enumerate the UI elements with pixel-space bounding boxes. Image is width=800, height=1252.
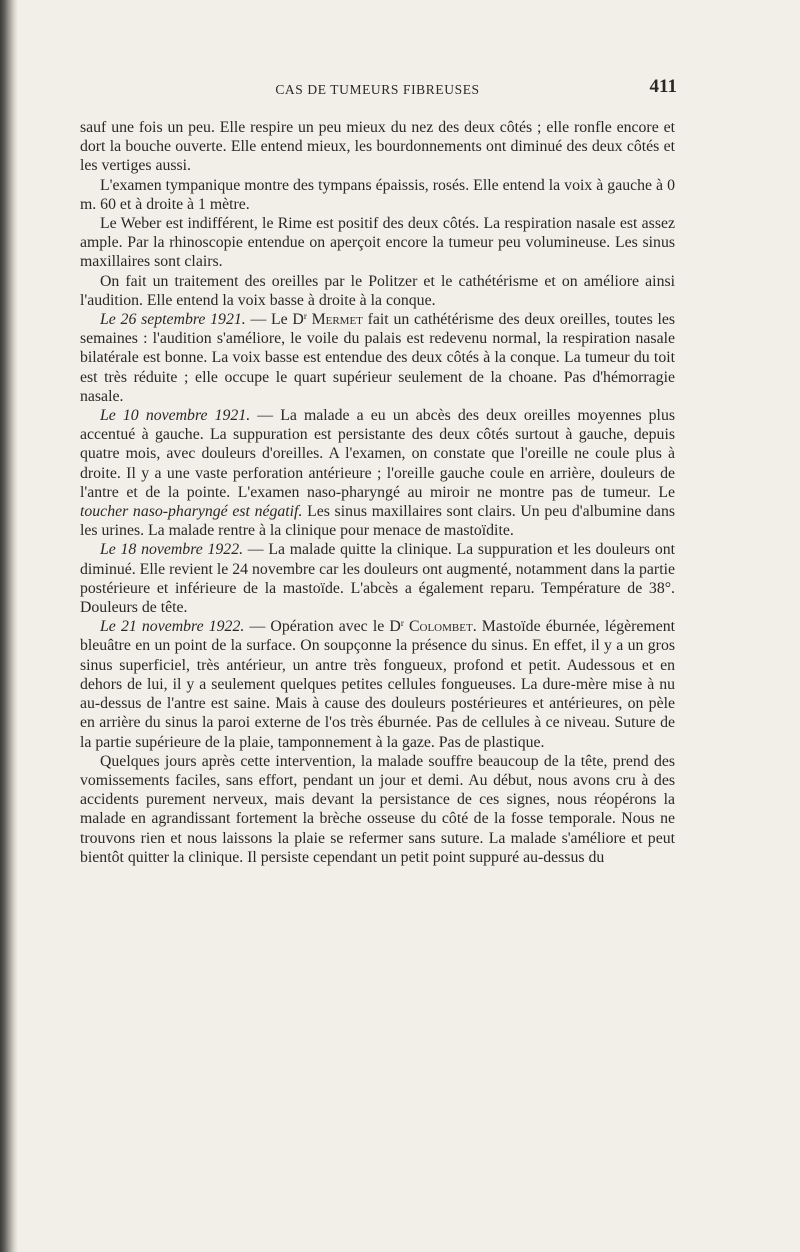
superscript-text: r — [400, 618, 404, 629]
italic-text: toucher naso-pharyngé est négatif. — [80, 503, 303, 521]
name-small-caps: Colombet — [408, 618, 473, 636]
paragraph — [80, 540, 675, 617]
text-run: — Le D — [245, 311, 304, 329]
text-run: . Mastoïde éburnée, légèrement bleuâtre en un point de la surface. On soupçonne la présence du sinus. En effet, il y a un gros sinus superficiel, très antérieur, un antre très fongueux, profond et petit. Audessous et en dehors de lui, il y a seulement quelques petites cellules fongueuses. La dure-mère mise à nu au-dessus de l'antre est saine. Mais à cause des douleurs postérieures et antérieures, on pèle en arrière du sinus la paroi externe de l'os très éburnée. Pas de cellules à ce niveau. Suture de la partie supérieure de la plaie, tamponnement à la gaze. Pas de plastique. — [80, 618, 676, 751]
italic-text: Le 10 novembre 1921. — [100, 407, 251, 425]
paragraph — [80, 310, 675, 406]
italic-text: Le 18 novembre 1922. — [100, 541, 244, 559]
text-run: — La malade quitte la clinique. La suppuration et les douleurs ont diminué. Elle revient le 24 novembre car les douleurs ont augmenté, notamment dans la partie postérieure et inférieure de la mastoïde. L'abcès a également reparu. Température de 38°. Douleurs de tête. — [80, 541, 676, 617]
text-run: Les sinus maxillaires sont clairs. Un peu d'albumine dans les urines. La malade rentre à la clinique pour menace de mastoïdite. — [80, 503, 675, 540]
book-spine-shadow — [0, 0, 18, 1252]
italic-text: Le 26 septembre 1921. — [100, 311, 246, 329]
running-title: CAS DE TUMEURS FIBREUSES — [275, 82, 480, 97]
text-run: sauf une fois un peu. Elle respire un peu mieux du nez des deux côtés ; elle ronfle encore et dort la bouche ouverte. Elle entend mieux, les bourdonnements ont diminué des deux côtés et les vertiges aussi. — [80, 119, 675, 175]
text-run: Le Weber est indifférent, le Rime est positif des deux côtés. La respiration nasale est assez ample. Par la rhinoscopie entendue on aperçoit encore la tumeur peu volumineuse. Les sinus maxillaires sont clairs. — [80, 215, 675, 271]
paragraph — [80, 214, 675, 272]
name-small-caps: Mermet — [311, 311, 363, 329]
page-header — [80, 70, 675, 106]
paragraph — [80, 118, 675, 176]
text-run: — La malade a eu un abcès des deux oreilles moyennes plus accentué à gauche. La suppuration est persistante des deux côtés surtout à gauche, depuis quatre mois, avec douleurs d'oreilles. A l'examen, on constate que l'oreille ne coule plus à droite. Il y a une vaste perforation antérieure ; l'oreille gauche coule en arrière, douleurs de l'antre et de la pointe. L'examen naso-pharyngé au miroir ne montre pas de tumeur. Le — [80, 407, 675, 501]
text-run: Quelques jours après cette intervention, la malade souffre beaucoup de la tête, prend des vomissements faciles, sans effort, pendant un jour et demi. Au début, nous avons cru à des accidents purement nerveux, mais devant la persistance de ces signes, nous réopérons la malade en agrandissant fortement la brèche osseuse du côté de la fosse temporale. Nous ne trouvons rien et nous laissons la plaie se refermer sans suture. La malade s'améliore et peut bientôt quitter la clinique. Il persiste cependant un petit point suppuré au-dessus du — [80, 752, 675, 866]
paragraph — [80, 272, 675, 310]
text-run: L'examen tympanique montre des tympans épaissis, rosés. Elle entend la voix à gauche à 0 m. 60 et à droite à 1 mètre. — [80, 176, 675, 213]
text-run: fait un cathétérisme des deux oreilles, toutes les semaines : l'audition s'améliore, le voile du palais est redevenu normal, la respiration nasale bilatérale est bonne. La voix basse est entendue des deux côtés à la conque. La tumeur du toit est très réduite ; elle occupe le quart supérieur seulement de la choane. Pas d'hémorragie nasale. — [80, 311, 676, 405]
paragraph — [80, 406, 675, 540]
text-run: On fait un traitement des oreilles par le Politzer et le cathétérisme et on améliore ainsi l'audition. Elle entend la voix basse à droite à la conque. — [80, 272, 675, 309]
text-run: — Opération avec le D — [244, 618, 401, 636]
superscript-text: r — [303, 311, 307, 322]
book-page — [80, 70, 675, 867]
italic-text: Le 21 novembre 1922. — [100, 618, 245, 636]
body-text — [80, 118, 675, 867]
paragraph — [80, 176, 675, 214]
paragraph — [80, 752, 675, 867]
paragraph — [80, 617, 675, 751]
page-number: 411 — [649, 76, 677, 97]
